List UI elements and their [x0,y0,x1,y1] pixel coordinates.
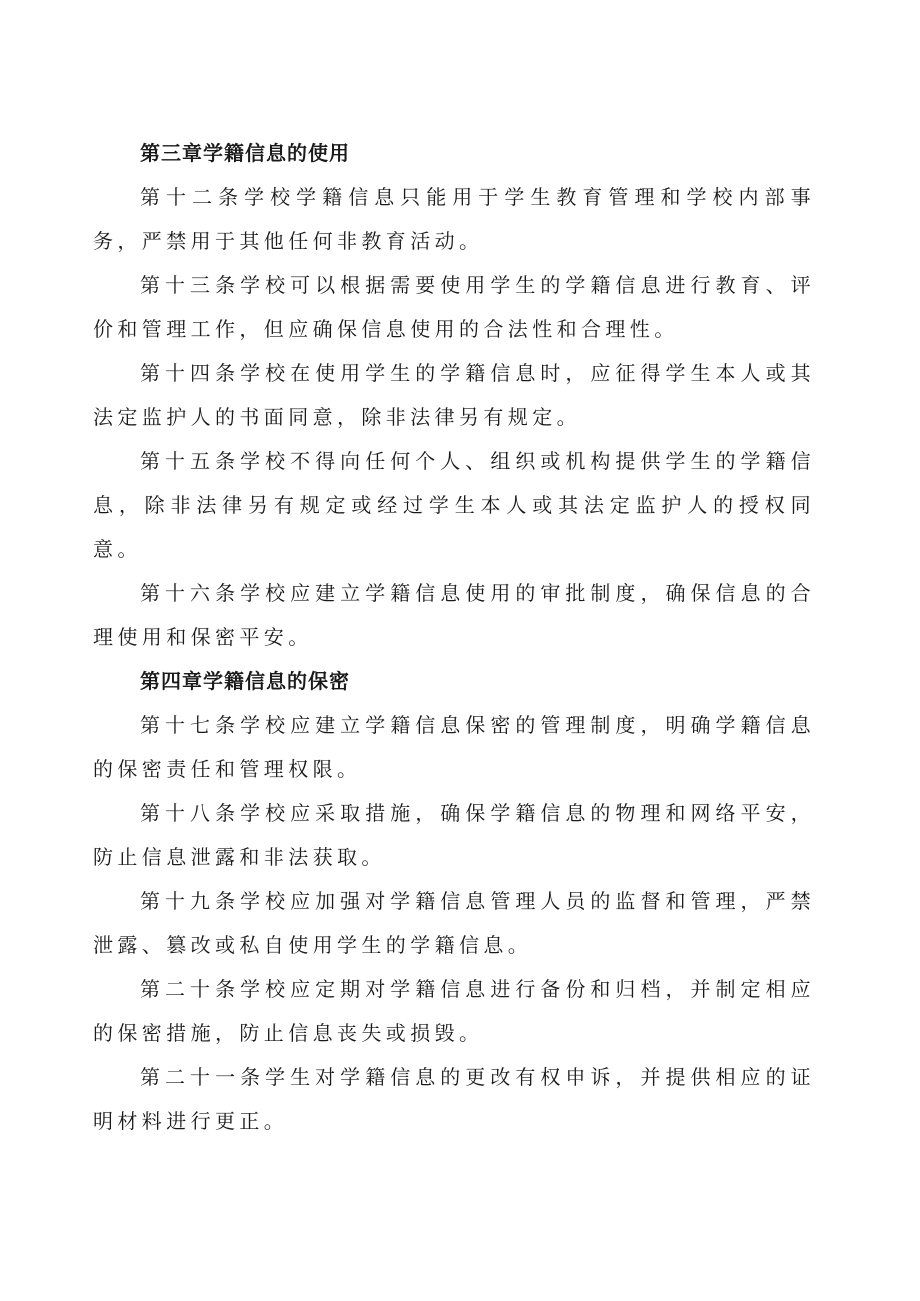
chapter-4 [93,659,815,1143]
article-13: 第十三条学校可以根据需要使用学生的学籍信息进行教育、评价和管理工作，但应确保信息使用的合法性和合理性。 [93,273,815,341]
document-body [93,131,815,1143]
chapter-heading: 第三章学籍信息的使用 [140,141,350,165]
chapter-3 [93,131,815,659]
article-14: 第十四条学校在使用学生的学籍信息时，应征得学生本人或其法定监护人的书面同意，除非法律另有规定。 [93,361,815,429]
chapter-heading: 第四章学籍信息的保密 [140,669,350,693]
article-19: 第十九条学校应加强对学籍信息管理人员的监督和管理，严禁泄露、篡改或私自使用学生的学籍信息。 [93,889,815,957]
article-17: 第十七条学校应建立学籍信息保密的管理制度，明确学籍信息的保密责任和管理权限。 [93,713,815,781]
article-16: 第十六条学校应建立学籍信息使用的审批制度，确保信息的合理使用和保密平安。 [93,581,815,649]
article-12: 第十二条学校学籍信息只能用于学生教育管理和学校内部事务，严禁用于其他任何非教育活动。 [93,185,815,253]
article-20: 第二十条学校应定期对学籍信息进行备份和归档，并制定相应的保密措施，防止信息丧失或损毁。 [93,977,815,1045]
article-15: 第十五条学校不得向任何个人、组织或机构提供学生的学籍信息，除非法律另有规定或经过学生本人或其法定监护人的授权同意。 [93,449,815,561]
article-21: 第二十一条学生对学籍信息的更改有权申诉，并提供相应的证明材料进行更正。 [93,1065,815,1133]
article-18: 第十八条学校应采取措施，确保学籍信息的物理和网络平安，防止信息泄露和非法获取。 [93,801,815,869]
